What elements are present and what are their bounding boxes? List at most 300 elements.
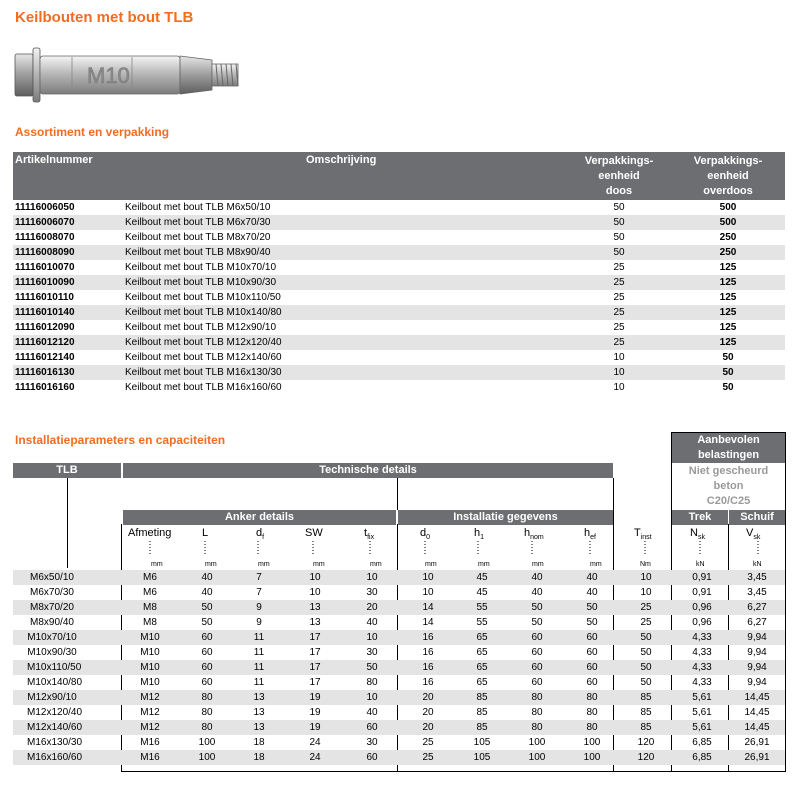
- page-title: Keilbouten met bout TLB: [15, 9, 194, 26]
- table-row: [13, 230, 785, 245]
- table-row: [13, 630, 785, 645]
- table-row: [13, 735, 785, 750]
- size-cell: M12: [140, 692, 160, 703]
- Nsk-cell: 4,33: [692, 647, 712, 658]
- hnom-cell: 60: [531, 662, 543, 673]
- SW-cell: 10: [309, 572, 321, 583]
- name-cell: M10x140/80: [27, 677, 83, 688]
- Tinst-cell: 25: [640, 617, 652, 628]
- hnom-cell: 80: [531, 707, 543, 718]
- col-h1-sub: 1: [480, 534, 485, 542]
- col-d0-main: d: [420, 527, 427, 539]
- Vsk-cell: 6,27: [747, 617, 767, 628]
- L-cell: 80: [201, 692, 213, 703]
- Nsk-cell: 5,61: [692, 707, 712, 718]
- article-cell: 11116010140: [15, 307, 75, 318]
- tfix-cell: 30: [366, 737, 378, 748]
- hnom-cell: 60: [531, 647, 543, 658]
- col-Nsk: [690, 527, 705, 541]
- df-cell: 11: [253, 647, 265, 658]
- box-qty-cell: 25: [613, 277, 625, 288]
- col-outer-header: [681, 154, 775, 199]
- tfix-cell: 80: [366, 677, 378, 688]
- Vsk-cell: 9,94: [747, 677, 767, 688]
- h1-cell: 85: [476, 692, 488, 703]
- unit-label: mm: [425, 561, 437, 568]
- size-cell: M10: [140, 632, 160, 643]
- hef-cell: 40: [586, 572, 598, 583]
- schuif-header: Schuif: [729, 510, 785, 525]
- tfix-cell: 60: [366, 752, 378, 763]
- hef-cell: 60: [586, 662, 598, 673]
- Vsk-cell: 9,94: [747, 632, 767, 643]
- unit-label: mm: [313, 561, 325, 568]
- article-cell: 11116012120: [15, 337, 75, 348]
- col-hef: [584, 527, 596, 541]
- Nsk-cell: 4,33: [692, 677, 712, 688]
- h1-cell: 45: [476, 572, 488, 583]
- Vsk-cell: 9,94: [747, 647, 767, 658]
- hnom-cell: 60: [531, 677, 543, 688]
- df-cell: 18: [253, 737, 265, 748]
- h1-cell: 85: [476, 707, 488, 718]
- Nsk-cell: 4,33: [692, 662, 712, 673]
- hef-cell: 60: [586, 677, 598, 688]
- col-afmeting: Afmeting: [128, 527, 172, 539]
- col-box-header-line2: eenheid: [598, 170, 640, 182]
- tfix-cell: 40: [366, 617, 378, 628]
- table-row: [13, 675, 785, 690]
- hef-cell: 80: [586, 722, 598, 733]
- SW-cell: 19: [309, 722, 321, 733]
- Vsk-cell: 14,45: [744, 692, 770, 703]
- Vsk-cell: 14,45: [744, 722, 770, 733]
- col-Vsk-main: V: [746, 527, 754, 539]
- df-cell: 13: [253, 707, 265, 718]
- description-cell: Keilbout met bout TLB M16x160/60: [125, 382, 282, 393]
- d0-cell: 16: [422, 647, 434, 658]
- d0-cell: 20: [422, 692, 434, 703]
- article-cell: 11116012140: [15, 352, 75, 363]
- h1-cell: 55: [476, 602, 488, 613]
- tfix-cell: 30: [366, 647, 378, 658]
- name-cell: M10x110/50: [27, 662, 82, 673]
- hef-cell: 60: [586, 647, 598, 658]
- hnom-cell: 80: [531, 722, 543, 733]
- L-cell: 60: [201, 677, 213, 688]
- description-cell: Keilbout met bout TLB M6x50/10: [125, 202, 271, 213]
- df-cell: 9: [256, 617, 262, 628]
- tfix-cell: 50: [366, 662, 378, 673]
- SW-cell: 13: [309, 617, 321, 628]
- outer-qty-cell: 125: [719, 292, 737, 303]
- outer-qty-cell: 250: [719, 247, 737, 258]
- col-hnom-main: h: [524, 527, 531, 539]
- df-cell: 13: [253, 692, 265, 703]
- Tinst-cell: 50: [640, 677, 652, 688]
- SW-cell: 13: [309, 602, 321, 613]
- tfix-cell: 30: [366, 587, 378, 598]
- name-cell: M8x90/40: [30, 617, 74, 628]
- size-cell: M8: [143, 617, 157, 628]
- box-qty-cell: 25: [613, 322, 625, 333]
- h1-cell: 65: [476, 677, 488, 688]
- d0-cell: 16: [422, 677, 434, 688]
- col-Tinst-sub: inst: [640, 534, 652, 542]
- col-h1-main: h: [474, 527, 481, 539]
- hef-cell: 100: [583, 752, 601, 763]
- col-df-sub: f: [262, 534, 265, 542]
- h1-cell: 65: [476, 662, 488, 673]
- h1-cell: 105: [473, 737, 491, 748]
- trek-header: Trek: [672, 510, 728, 525]
- hnom-cell: 100: [528, 752, 546, 763]
- description-cell: Keilbout met bout TLB M12x140/60: [125, 352, 282, 363]
- d0-cell: 20: [422, 707, 434, 718]
- table-row: [13, 320, 785, 335]
- hef-cell: 60: [586, 632, 598, 643]
- article-cell: 11116006070: [15, 217, 75, 228]
- name-cell: M16x160/60: [27, 752, 83, 763]
- outer-qty-cell: 50: [722, 367, 734, 378]
- description-cell: Keilbout met bout TLB M10x90/30: [125, 277, 277, 288]
- hnom-cell: 100: [528, 737, 546, 748]
- outer-qty-cell: 125: [719, 337, 737, 348]
- Tinst-cell: 50: [640, 632, 652, 643]
- d0-cell: 14: [422, 617, 434, 628]
- col-tfix: [364, 527, 374, 541]
- Nsk-cell: 6,85: [692, 752, 712, 763]
- hef-cell: 50: [586, 602, 598, 613]
- box-qty-cell: 25: [613, 337, 625, 348]
- Nsk-cell: 0,96: [692, 617, 712, 628]
- hnom-cell: 50: [531, 617, 543, 628]
- col-Nsk-sub: sk: [697, 534, 705, 542]
- Tinst-cell: 50: [640, 662, 652, 673]
- box-qty-cell: 10: [613, 367, 625, 378]
- table-row: [13, 365, 785, 380]
- L-cell: 40: [201, 587, 213, 598]
- L-cell: 80: [201, 722, 213, 733]
- name-cell: M12x90/10: [27, 692, 77, 703]
- unit-label: mm: [151, 561, 163, 568]
- Tinst-cell: 10: [640, 587, 652, 598]
- assortment-section-title: Assortiment en verpakking: [15, 125, 170, 139]
- tlb-header: TLB: [13, 463, 121, 478]
- Tinst-cell: 10: [640, 572, 652, 583]
- col-df: [256, 527, 264, 541]
- wedge-anchor-bolt-image: [12, 40, 242, 110]
- recommended-line1: Aanbevolen: [697, 434, 760, 446]
- recommended-line2: belastingen: [697, 449, 760, 461]
- article-cell: 11116006050: [15, 202, 75, 213]
- df-cell: 18: [253, 752, 265, 763]
- name-cell: M6x70/30: [30, 587, 74, 598]
- col-Vsk: [746, 527, 760, 541]
- tfix-cell: 40: [366, 707, 378, 718]
- article-cell: 11116010070: [15, 262, 75, 273]
- df-cell: 13: [253, 722, 265, 733]
- col-tfix-main: t: [364, 527, 368, 539]
- d0-cell: 10: [422, 572, 434, 583]
- tfix-cell: 20: [366, 602, 378, 613]
- L-cell: 60: [201, 647, 213, 658]
- description-cell: Keilbout met bout TLB M12x90/10: [125, 322, 277, 333]
- box-qty-cell: 25: [613, 292, 625, 303]
- article-cell: 11116008070: [15, 232, 75, 243]
- Nsk-cell: 6,85: [692, 737, 712, 748]
- description-cell: Keilbout met bout TLB M10x140/80: [125, 307, 282, 318]
- outer-qty-cell: 125: [719, 262, 737, 273]
- header-ticks: [120, 541, 792, 555]
- unit-label: mm: [205, 561, 217, 568]
- table-row: [13, 260, 785, 275]
- L-cell: 100: [198, 737, 216, 748]
- SW-cell: 17: [309, 677, 321, 688]
- Nsk-cell: 5,61: [692, 692, 712, 703]
- box-qty-cell: 50: [613, 217, 625, 228]
- outer-qty-cell: 125: [719, 307, 737, 318]
- SW-cell: 19: [309, 692, 321, 703]
- Tinst-cell: 120: [637, 737, 655, 748]
- outer-qty-cell: 50: [722, 382, 734, 393]
- table-row: [13, 275, 785, 290]
- article-cell: 11116010110: [15, 292, 74, 303]
- description-cell: Keilbout met bout TLB M10x70/10: [125, 262, 277, 273]
- outer-qty-cell: 500: [719, 217, 737, 228]
- unit-label: mm: [258, 561, 270, 568]
- SW-cell: 24: [309, 752, 321, 763]
- unit-label: kN: [696, 561, 705, 568]
- install-section-title: Installatieparameters en capaciteiten: [15, 433, 226, 447]
- unit-label: mm: [370, 561, 382, 568]
- col-d0: [420, 527, 430, 541]
- size-cell: M10: [140, 677, 160, 688]
- size-cell: M6: [143, 572, 157, 583]
- tfix-cell: 10: [366, 692, 378, 703]
- box-qty-cell: 10: [613, 382, 625, 393]
- SW-cell: 17: [309, 662, 321, 673]
- table-row: [13, 305, 785, 320]
- df-cell: 11: [253, 677, 265, 688]
- size-cell: M16: [140, 737, 160, 748]
- col-article-header: Artikelnummer: [15, 154, 93, 166]
- description-cell: Keilbout met bout TLB M10x110/50: [125, 292, 281, 303]
- col-tfix-sub: fix: [367, 534, 375, 542]
- name-cell: M10x70/10: [27, 632, 77, 643]
- Vsk-cell: 3,45: [747, 587, 767, 598]
- name-cell: M12x140/60: [27, 722, 83, 733]
- bolt-marking: M10: [87, 63, 130, 88]
- hnom-cell: 40: [531, 572, 543, 583]
- col-box-header: [573, 154, 665, 199]
- L-cell: 80: [201, 707, 213, 718]
- anchor-details-header: Anker details: [123, 510, 396, 525]
- L-cell: 60: [201, 632, 213, 643]
- table-row: [13, 215, 785, 230]
- size-cell: M6: [143, 587, 157, 598]
- SW-cell: 10: [309, 587, 321, 598]
- box-qty-cell: 25: [613, 307, 625, 318]
- outer-qty-cell: 500: [719, 202, 737, 213]
- h1-cell: 55: [476, 617, 488, 628]
- col-hnom: [524, 527, 544, 541]
- col-h1: [474, 527, 484, 541]
- col-SW: SW: [305, 527, 323, 539]
- name-cell: M16x130/30: [27, 737, 83, 748]
- L-cell: 100: [198, 752, 216, 763]
- hef-cell: 80: [586, 692, 598, 703]
- article-cell: 11116008090: [15, 247, 75, 258]
- hnom-cell: 40: [531, 587, 543, 598]
- table-row: [13, 380, 785, 395]
- col-hef-sub: ef: [590, 534, 596, 542]
- table-row: [13, 720, 785, 735]
- d0-cell: 25: [422, 752, 434, 763]
- size-cell: M16: [140, 752, 160, 763]
- description-cell: Keilbout met bout TLB M8x70/20: [125, 232, 271, 243]
- table-row: [13, 350, 785, 365]
- col-Tinst: [634, 527, 652, 541]
- table-row: [13, 750, 785, 765]
- box-qty-cell: 25: [613, 262, 625, 273]
- SW-cell: 17: [309, 647, 321, 658]
- Nsk-cell: 4,33: [692, 632, 712, 643]
- unit-label: mm: [532, 561, 544, 568]
- d0-cell: 10: [422, 587, 434, 598]
- assortment-table: [13, 152, 785, 395]
- description-cell: Keilbout met bout TLB M8x90/40: [125, 247, 271, 258]
- table-row: [13, 705, 785, 720]
- box-qty-cell: 10: [613, 352, 625, 363]
- col-Tinst-main: T: [634, 527, 641, 539]
- col-description-header: Omschrijving: [306, 154, 377, 166]
- tfix-cell: 60: [366, 722, 378, 733]
- assortment-table-header: [13, 152, 785, 200]
- table-row: [13, 645, 785, 660]
- hnom-cell: 80: [531, 692, 543, 703]
- unit-label: mm: [478, 561, 490, 568]
- size-cell: M12: [140, 707, 160, 718]
- size-cell: M8: [143, 602, 157, 613]
- description-cell: Keilbout met bout TLB M16x130/30: [125, 367, 282, 378]
- description-cell: Keilbout met bout TLB M6x70/30: [125, 217, 271, 228]
- tfix-cell: 10: [366, 572, 378, 583]
- col-L: L: [202, 527, 209, 539]
- h1-cell: 45: [476, 587, 488, 598]
- col-hnom-sub: nom: [530, 534, 544, 542]
- col-Nsk-main: N: [690, 527, 698, 539]
- Vsk-cell: 14,45: [744, 707, 770, 718]
- SW-cell: 24: [309, 737, 321, 748]
- hef-cell: 100: [583, 737, 601, 748]
- table-row: [13, 570, 785, 585]
- col-outer-header-line3: overdoos: [703, 185, 753, 197]
- name-cell: M12x120/40: [27, 707, 83, 718]
- outer-qty-cell: 125: [719, 277, 737, 288]
- Vsk-cell: 3,45: [747, 572, 767, 583]
- col-df-main: d: [256, 527, 263, 539]
- unit-label: kN: [753, 561, 762, 568]
- install-data-header: Installatie gegevens: [398, 510, 613, 525]
- df-cell: 11: [253, 662, 265, 673]
- col-hef-main: h: [584, 527, 591, 539]
- d0-cell: 16: [422, 632, 434, 643]
- concrete-spec: [672, 464, 785, 509]
- table-row: [13, 615, 785, 630]
- Tinst-cell: 85: [640, 692, 652, 703]
- h1-cell: 65: [476, 632, 488, 643]
- divider-tlb: [67, 478, 68, 568]
- Tinst-cell: 120: [637, 752, 655, 763]
- hnom-cell: 50: [531, 602, 543, 613]
- article-cell: 11116016130: [15, 367, 75, 378]
- concrete-line1: Niet gescheurd: [688, 465, 769, 477]
- Vsk-cell: 26,91: [744, 737, 770, 748]
- table-row: [13, 245, 785, 260]
- Vsk-cell: 6,27: [747, 602, 767, 613]
- Nsk-cell: 0,96: [692, 602, 712, 613]
- table-row: [13, 200, 785, 215]
- col-outer-header-line2: eenheid: [707, 170, 749, 182]
- d0-cell: 20: [422, 722, 434, 733]
- h1-cell: 65: [476, 647, 488, 658]
- size-cell: M12: [140, 722, 160, 733]
- name-cell: M8x70/20: [30, 602, 74, 613]
- df-cell: 7: [256, 572, 262, 583]
- L-cell: 50: [201, 602, 213, 613]
- Tinst-cell: 85: [640, 707, 652, 718]
- L-cell: 60: [201, 662, 213, 673]
- d0-cell: 16: [422, 662, 434, 673]
- d0-cell: 25: [422, 737, 434, 748]
- concrete-line3: C20/C25: [706, 495, 751, 507]
- divider-technical: [397, 478, 398, 510]
- size-cell: M10: [140, 647, 160, 658]
- article-cell: 11116016160: [15, 382, 75, 393]
- box-qty-cell: 50: [613, 232, 625, 243]
- col-box-header-line3: doos: [605, 185, 633, 197]
- unit-label: Nm: [640, 561, 651, 568]
- recommended-loads-header: [672, 433, 785, 463]
- outer-qty-cell: 125: [719, 322, 737, 333]
- table-row: [13, 290, 785, 305]
- name-cell: M6x50/10: [30, 572, 74, 583]
- Vsk-cell: 9,94: [747, 662, 767, 673]
- outer-qty-cell: 250: [719, 232, 737, 243]
- d0-cell: 14: [422, 602, 434, 613]
- L-cell: 50: [201, 617, 213, 628]
- article-cell: 11116010090: [15, 277, 75, 288]
- Nsk-cell: 5,61: [692, 722, 712, 733]
- Nsk-cell: 0,91: [692, 572, 712, 583]
- concrete-line2: beton: [713, 480, 744, 492]
- df-cell: 9: [256, 602, 262, 613]
- description-cell: Keilbout met bout TLB M12x120/40: [125, 337, 282, 348]
- col-box-header-line1: Verpakkings-: [584, 155, 654, 167]
- table-row: [13, 660, 785, 675]
- article-cell: 11116012090: [15, 322, 75, 333]
- col-outer-header-line1: Verpakkings-: [693, 155, 763, 167]
- Nsk-cell: 0,91: [692, 587, 712, 598]
- h1-cell: 85: [476, 722, 488, 733]
- hef-cell: 40: [586, 587, 598, 598]
- hef-cell: 50: [586, 617, 598, 628]
- box-qty-cell: 50: [613, 202, 625, 213]
- hnom-cell: 60: [531, 632, 543, 643]
- technical-details-header: Technische details: [123, 463, 613, 478]
- col-Vsk-sub: sk: [753, 534, 761, 542]
